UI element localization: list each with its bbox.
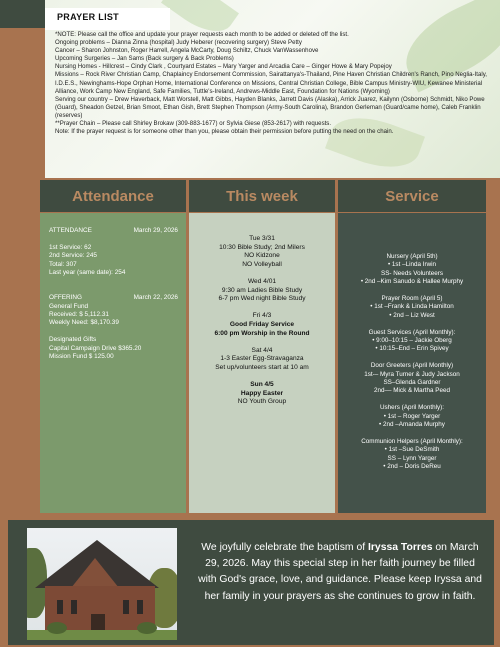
door-greeters-item: 1st-– Myra Turner & Judy Jackson <box>364 370 460 378</box>
capital-campaign-amount: Capital Campaign Drive $365.20 <box>49 344 142 352</box>
prayer-chain: **Prayer Chain – Please call Shirley Brokaw (309-883-1677) or Sylvia Giese (853-2617) with requests. <box>55 120 332 128</box>
prayer-missions: Missions – Rock River Christian Camp, Chaplaincy Endorsement Commission, Sairattanya's-Thailand, Pine Haven Christian Children's Ranch, Pino Neglia-Italy, I.D.E.S., Newinghams-Hope Orphan Home, International Conference on Missions, Central Christian College, Bible Campus Ministry-WIU, Kewanee Ministerial Alliance, Work Camp New England, Safe Families, Tuttle's-Ireland, Andrews-Middle East, Foundation for Nations (Wyoming) <box>55 71 488 95</box>
nursery-item: SS- Needs Volunteers <box>381 269 443 277</box>
wednesday-item: 9:30 am Ladies Bible Study <box>221 286 303 294</box>
designated-gifts-label: Designated Gifts <box>49 336 97 344</box>
received-amount: Received: $ 5,112.31 <box>49 311 109 319</box>
prayer-ongoing: Ongoing problems – Dianna Zinna (hospital) Judy Heberer (recovering surgery) Steve Petty <box>55 39 302 47</box>
prayer-permission-note: Note: If the prayer request is for someone other than you, please obtain their permission before putting the need on the chain. <box>55 128 394 136</box>
offering-date: March 22, 2026 <box>133 294 178 302</box>
last-year-count: Last year (same date): 254 <box>49 269 126 277</box>
service-heading: Service <box>338 180 486 212</box>
ushers-item: • 2nd –Amanda Murphy <box>379 421 445 429</box>
saturday-item: Set up/volunteers start at 10 am <box>215 363 309 371</box>
prayer-list-body <box>55 31 493 136</box>
sunday-date: Sun 4/5 <box>250 381 274 389</box>
wednesday-date: Wed 4/01 <box>247 277 277 285</box>
attendance-panel <box>40 213 186 513</box>
this-week-panel <box>189 213 335 513</box>
sunday-item: NO Youth Group <box>237 398 287 406</box>
prayer-list-title: PRAYER LIST <box>57 12 119 22</box>
friday-date: Fri 4/3 <box>252 312 272 320</box>
saturday-item: 1-3 Easter Egg-Stravaganza <box>220 355 304 363</box>
nursery-item: • 1st –Linda Irwin <box>387 261 437 269</box>
prayer-surgeries: Upcoming Surgeries – Jan Sams (Back surgery & Back Problems) <box>55 55 234 63</box>
ushers-title: Ushers (April Monthly): <box>379 404 445 412</box>
friday-item: Good Friday Service <box>229 320 295 328</box>
ushers-item: • 1st – Roger Yarger <box>383 412 441 420</box>
communion-item: SS – Lynn Yarger <box>387 454 437 462</box>
prayer-note: *NOTE: Please call the office and update your prayer requests each month to be added or deleted off the list. <box>55 31 349 38</box>
prayer-room-title: Prayer Room (April 5) <box>381 295 443 303</box>
prayer-cancer: Cancer – Sharon Johnston, Roger Harrell, Angela McCarty, Doug Schiltz, Chuck VanWassenhove <box>55 47 319 55</box>
first-service-count: 1st Service: 62 <box>49 243 92 251</box>
corner-block <box>0 0 45 28</box>
communion-title: Communion Helpers (April Monthly): <box>361 437 463 445</box>
weekly-need-amount: Weekly Need: $8,170.39 <box>49 319 119 327</box>
mission-fund-amount: Mission Fund $ 125.00 <box>49 353 114 361</box>
attendance-date: March 29, 2026 <box>133 227 178 234</box>
wednesday-item: 6-7 pm Wed night Bible Study <box>218 295 306 303</box>
friday-item: 6:00 pm Worship in the Round <box>214 329 310 337</box>
church-photo <box>27 528 177 640</box>
door-greeters-item: 2nd–– Mick & Martha Peed <box>374 387 450 395</box>
guest-services-item: • 10:15–End – Erin Spivey <box>375 345 449 353</box>
guest-services-item: • 9:00–10:15 – Jackie Oberg <box>372 337 452 345</box>
prayer-nursing-homes: Nursing Homes - Hillcrest – Cindy Clark , Courtyard Estates – Mary Yarger and Arcadia Care – Ginger Howe & Mary Popejoy <box>55 63 392 71</box>
communion-item: • 2nd – Doris DeReu <box>383 463 441 471</box>
baptism-text-after: on March 29, 2026. May this special step in her faith journey be filled with God's grace, love, and guidance. Please keep Iryssa and her family in your prayers as she continues to grow in faith. <box>198 542 482 602</box>
total-count: Total: 307 <box>49 260 77 268</box>
baptism-name: Iryssa Torres <box>368 542 433 553</box>
attendance-heading: Attendance <box>40 180 186 212</box>
tuesday-item: NO Volleyball <box>242 260 282 268</box>
prayer-room-item: • 2nd – Liz West <box>389 311 435 319</box>
prayer-serving: Serving our country – Drew Haverback, Matt Worstell, Matt Gibbs, Hayden Blanks, Jarrett Davis (Alaska), Arrick Juarez, Kailynn (Osborne) Schmidt, Niko Powe (Guard), Sheadon Getzel, Brian Smoot, Ethan Gish, Brett Stephen Thompson (Army-South Carolina), Brandon Gerleman (Guard/came home), Caleb Franklin (reserves) <box>55 95 485 119</box>
offering-label: OFFERING <box>49 294 83 302</box>
general-fund-label: General Fund <box>49 302 89 310</box>
baptism-text-before: We joyfully celebrate the baptism of <box>201 542 368 553</box>
this-week-heading: This week <box>189 180 335 212</box>
nursery-item: • 2nd –Kim Sanudo & Hallee Murphy <box>360 278 464 286</box>
tuesday-item: NO Kidzone <box>244 252 280 260</box>
baptism-announcement <box>195 540 485 605</box>
tuesday-date: Tue 3/31 <box>249 235 275 242</box>
prayer-room-item: • 1st –Frank & Linda Hamilton <box>370 303 454 311</box>
guest-services-title: Guest Services (April Monthly): <box>368 328 456 336</box>
tuesday-item: 10:30 Bible Study; 2nd Milers <box>219 243 305 251</box>
prayer-list-section <box>45 0 500 178</box>
attendance-label: ATTENDANCE <box>49 227 92 234</box>
service-panel <box>338 213 486 513</box>
door-greeters-item: SS–Glenda Gardner <box>383 379 441 387</box>
second-service-count: 2nd Service: 245 <box>49 252 97 260</box>
saturday-date: Sat 4/4 <box>251 346 273 354</box>
nursery-title: Nursery (April 5th) <box>386 253 438 260</box>
communion-item: • 1st –Sue DeSmith <box>384 446 440 454</box>
sunday-item: Happy Easter <box>240 389 284 397</box>
door-greeters-title: Door Greeters (April Monthly) <box>370 362 454 370</box>
